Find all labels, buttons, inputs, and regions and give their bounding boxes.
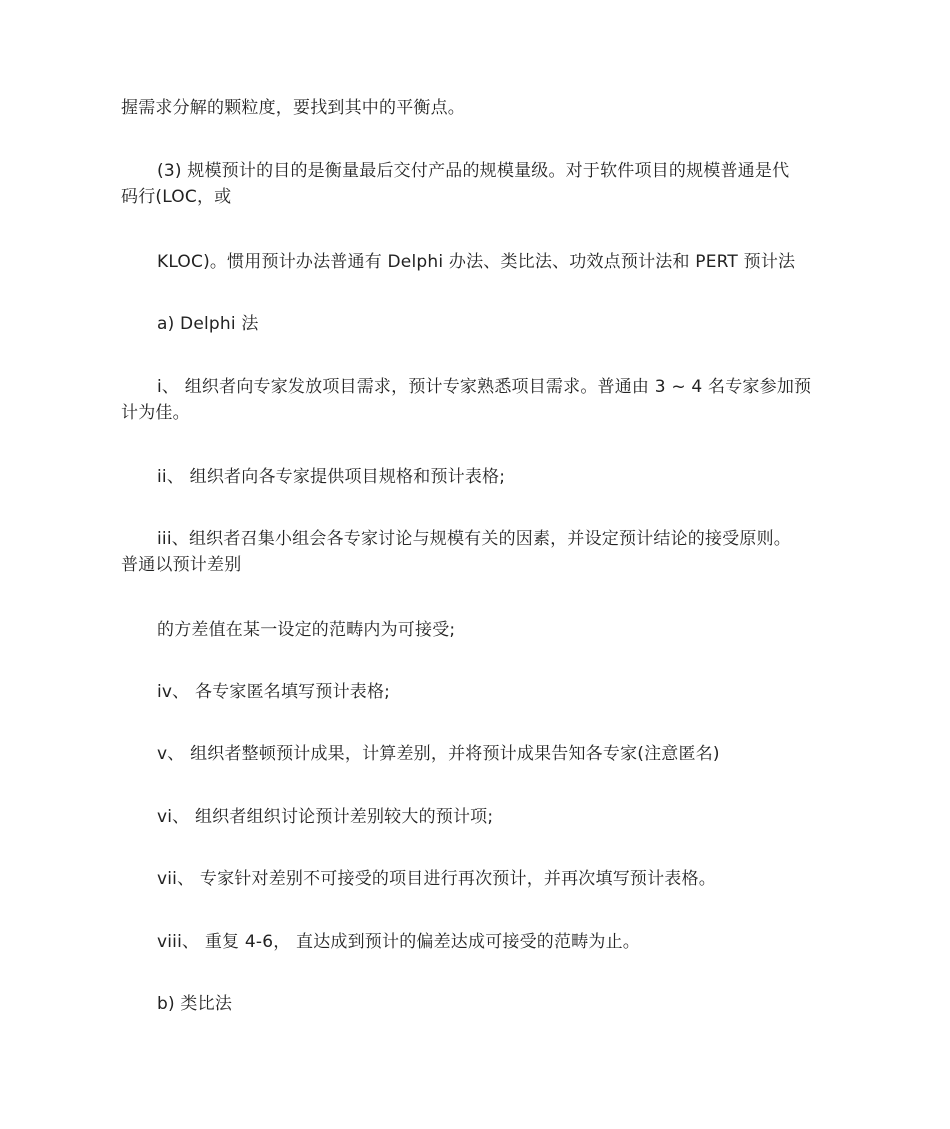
text-line: 握需求分解的颗粒度，要找到其中的平衡点。 — [121, 98, 465, 118]
text-line: iv、 各专家匿名填写预计表格; — [157, 682, 391, 702]
list-item-iii — [121, 526, 833, 578]
paragraph-granularity — [121, 95, 833, 121]
text-line: 的方差值在某一设定的范畴内为可接受; — [157, 620, 456, 640]
heading-delphi — [121, 311, 833, 337]
text-line: (3) 规模预计的目的是衡量最后交付产品的规模量级。对于软件项目的规模普通是代 — [157, 161, 790, 181]
text-line: i、 组织者向专家发放项目需求，预计专家熟悉项目需求。普通由 3 ~ 4 名专家参加预 — [157, 377, 812, 397]
text-line: vi、 组织者组织讨论预计差别较大的预计项; — [157, 807, 494, 827]
paragraph-estimation-methods — [121, 249, 833, 275]
heading-analogy — [121, 991, 833, 1017]
text-line: vii、 专家针对差别不可接受的项目进行再次预计，并再次填写预计表格。 — [157, 869, 716, 889]
text-line: iii、组织者召集小组会各专家讨论与规模有关的因素，并设定预计结论的接受原则。 — [157, 529, 791, 549]
text-line: 普通以预计差别 — [121, 555, 242, 575]
text-line: 码行(LOC，或 — [121, 187, 232, 207]
list-item-viii — [121, 929, 833, 955]
list-item-vi — [121, 804, 833, 830]
list-item-i — [121, 374, 833, 426]
list-item-v — [121, 741, 833, 767]
text-line: ii、 组织者向各专家提供项目规格和预计表格; — [157, 467, 506, 487]
list-item-vii — [121, 866, 833, 892]
text-line: a) Delphi 法 — [157, 314, 259, 334]
list-item-iii-continued — [121, 617, 833, 643]
text-line: KLOC)。惯用预计办法普通有 Delphi 办法、类比法、功效点预计法和 PERT 预计法 — [157, 252, 796, 272]
list-item-iv — [121, 679, 833, 705]
text-line: viii、 重复 4-6， 直达成到预计的偏差达成可接受的范畴为止。 — [157, 932, 641, 952]
text-line: b) 类比法 — [157, 994, 233, 1014]
text-line: 计为佳。 — [121, 403, 190, 423]
list-item-ii — [121, 464, 833, 490]
paragraph-scale-estimation — [121, 158, 833, 210]
text-line: v、 组织者整顿预计成果，计算差别，并将预计成果告知各专家(注意匿名) — [157, 744, 720, 764]
